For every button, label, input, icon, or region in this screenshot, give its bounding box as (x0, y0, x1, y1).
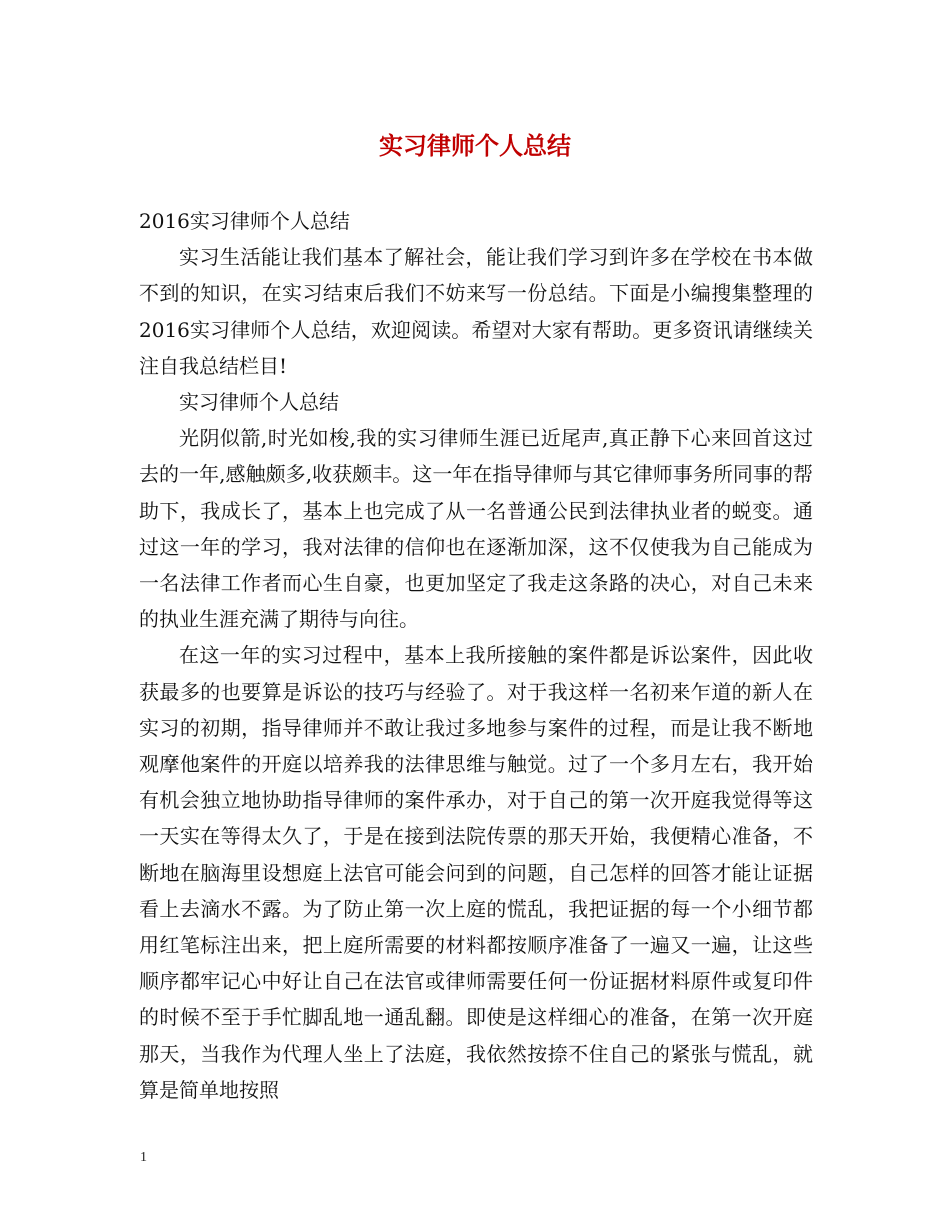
document-title: 实习律师个人总结 (379, 131, 571, 160)
intro-paragraph: 实习生活能让我们基本了解社会，能让我们学习到许多在学校在书本做不到的知识，在实习结束后我们不妨来写一份总结。下面是小编搜集整理的2016实习律师个人总结，欢迎阅读。希望对大家有帮助。更多资讯请继续关注自我总结栏目! (139, 245, 813, 378)
document-body (139, 203, 813, 1108)
body-paragraph: 在这一年的实习过程中，基本上我所接触的案件都是诉讼案件，因此收获最多的也要算是诉讼的技巧与经验了。对于我这样一名初来乍道的新人在实习的初期，指导律师并不敢让我过多地参与案件的过程，而是让我不断地观摩他案件的开庭以培养我的法律思维与触觉。过了一个多月左右，我开始有机会独立地协助指导律师的案件承办，对于自己的第一次开庭我觉得等这一天实在等得太久了，于是在接到法院传票的那天开始，我便精心准备，不断地在脑海里设想庭上法官可能会问到的问题，自己怎样的回答才能让证据看上去滴水不露。为了防止第一次上庭的慌乱，我把证据的每一个小细节都用红笔标注出来，把上庭所需要的材料都按顺序准备了一遍又一遍，让这些顺序都牢记心中好让自己在法官或律师需要任何一份证据材料原件或复印件的时候不至于手忙脚乱地一通乱翻。即使是这样细心的准备，在第一次开庭那天，当我作为代理人坐上了法庭，我依然按捺不住自己的紧张与慌乱，就算是简单地按照 (139, 643, 813, 1102)
subtitle-paragraph: 2016实习律师个人总结 (139, 209, 350, 233)
section-heading: 实习律师个人总结 (179, 390, 339, 415)
page-number: 1 (140, 1150, 147, 1165)
body-paragraph: 光阴似箭,时光如梭,我的实习律师生涯已近尾声,真正静下心来回首这过去的一年,感触颇多,收获颇丰。这一年在指导律师与其它律师事务所同事的帮助下，我成长了，基本上也完成了从一名普通公民到法律执业者的蜕变。通过这一年的学习，我对法律的信仰也在逐渐加深，这不仅使我为自己能成为一名法律工作者而心生自豪，也更加坚定了我走这条路的决心，对自己未来的执业生涯充满了期待与向往。 (139, 426, 813, 632)
